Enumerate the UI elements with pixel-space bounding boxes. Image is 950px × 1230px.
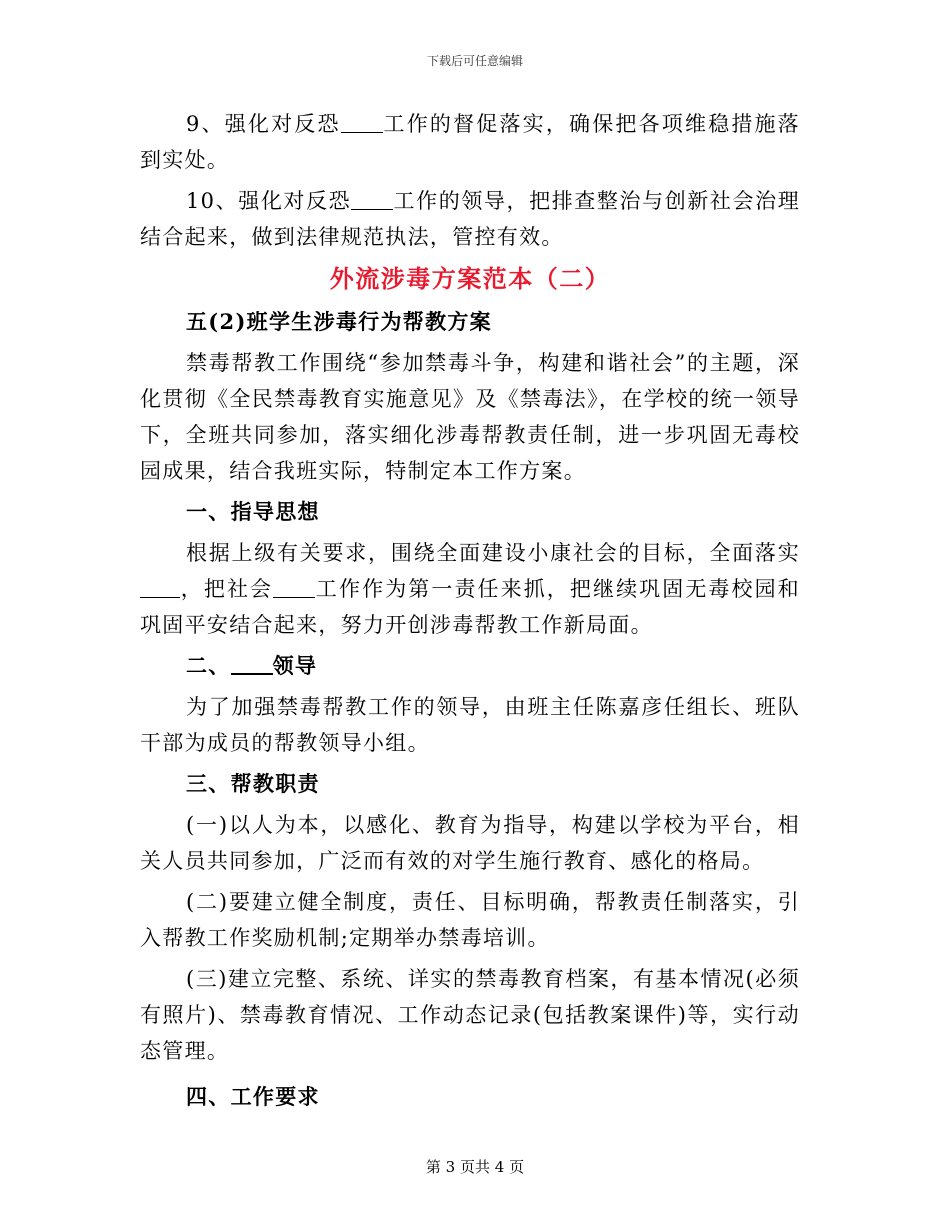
section-1-heading: 一、指导思想	[186, 499, 320, 524]
blank	[170, 576, 180, 598]
blank	[273, 576, 315, 598]
section-4-heading: 四、工作要求	[186, 1084, 320, 1109]
document-body	[140, 106, 800, 1120]
section-3-item-3: (三)建立完整、系统、详实的禁毒教育档案，有基本情况(必须有照片)、禁毒教育情况、工作动态记录(包括教案课件)等，实行动态管理。	[140, 967, 800, 1063]
item-10-text-b: 工作的领导，把排查整治与创新社会治理结合起来，做到法律规范执法，管控有效。	[140, 189, 800, 249]
item-9	[140, 106, 800, 178]
item-9-text-a: 9、强化对反恐	[186, 112, 341, 136]
item-10-text-a: 10、强化对反恐	[186, 189, 352, 213]
section-1-text-c: 工作作为第一责任来抓，把继续巩固无毒校园和巩固平安结合起来，努力开创涉毒帮教工作新局面。	[140, 577, 800, 637]
section-3-item-1: (一)以人为本，以感化、教育为指导，构建以学校为平台，相关人员共同参加，广泛而有效的对学生施行教育、感化的格局。	[140, 813, 800, 873]
section-3-item-2: (二)要建立健全制度，责任、目标明确，帮教责任制落实，引入帮教工作奖励机制;定期举办禁毒培训。	[140, 890, 800, 950]
blank	[351, 188, 393, 210]
section-1-text-a: 根据上级有关要求，围绕全面建设小康社会的目标，全面落实	[186, 541, 800, 565]
section-1-paragraph	[140, 535, 800, 643]
intro-paragraph: 禁毒帮教工作围绕“参加禁毒斗争，构建和谐社会”的主题，深化贯彻《全民禁毒教育实施意见》及《禁毒法》，在学校的统一领导下，全班共同参加，落实细化涉毒帮教责任制，进一步巩固无毒校园成果，结合我班实际，特制定本工作方案。	[140, 351, 800, 483]
item-10	[140, 183, 800, 255]
page-header: 下载后可任意编辑	[426, 54, 523, 68]
page-footer: 第 3 页共 4 页	[425, 1158, 525, 1176]
section-2-paragraph: 为了加强禁毒帮教工作的领导，由班主任陈嘉彦任组长、班队干部为成员的帮教领导小组。	[140, 695, 800, 755]
item-9-text-b: 工作的督促落实，确保把各项维稳措施落到实处。	[140, 112, 800, 172]
blank	[341, 111, 383, 133]
section-2-heading-b: 领导	[272, 653, 318, 678]
document-title: 外流涉毒方案范本（二）	[329, 264, 611, 293]
section-2-heading-a: 二、	[186, 653, 231, 678]
section-2-heading	[140, 648, 800, 684]
section-1-text-b: ，把社会	[180, 577, 274, 601]
blank	[231, 652, 273, 675]
blank	[140, 576, 170, 598]
section-3-heading: 三、帮教职责	[186, 771, 320, 796]
subtitle: 五(2)班学生涉毒行为帮教方案	[186, 309, 492, 334]
